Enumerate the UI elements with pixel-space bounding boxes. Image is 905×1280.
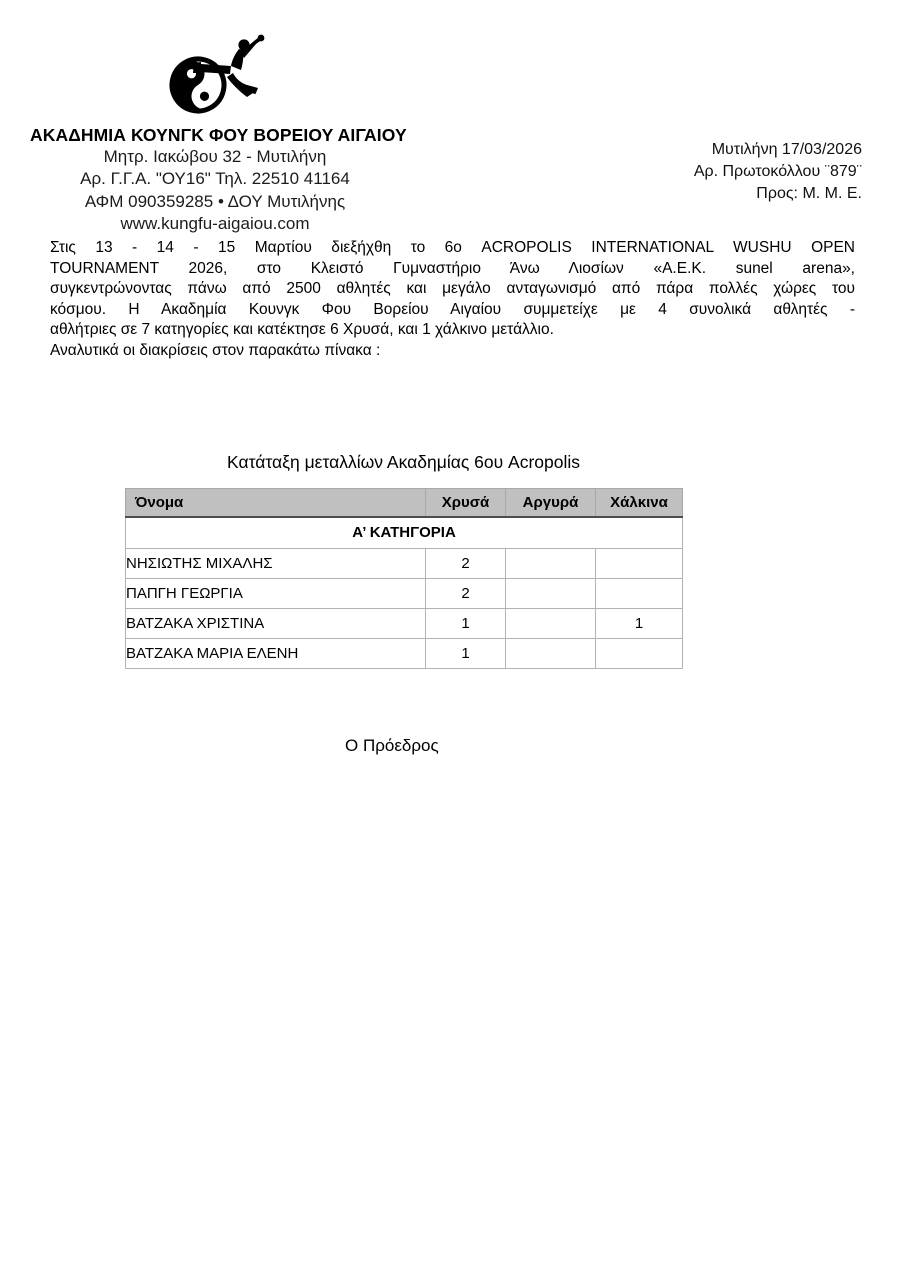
table-row xyxy=(126,579,683,609)
recipient-line: Προς: Μ. Μ. Ε. xyxy=(756,185,862,202)
medal-table-title: Κατάταξη μεταλλίων Ακαδημίας 6ου Acropolis xyxy=(227,452,580,472)
bronze-cell xyxy=(596,549,683,579)
category-section-row xyxy=(126,517,683,549)
medal-table-block xyxy=(125,452,682,669)
silver-cell xyxy=(506,579,596,609)
gold-cell: 1 xyxy=(426,639,506,669)
column-header-bronze: Χάλκινα xyxy=(596,489,683,517)
bronze-cell xyxy=(596,639,683,669)
body-paragraph xyxy=(50,238,855,362)
column-header-silver: Αργυρά xyxy=(506,489,596,517)
protocol-number-line: Αρ. Πρωτοκόλλου ¨879¨ xyxy=(693,163,862,180)
table-row xyxy=(126,609,683,639)
silver-cell xyxy=(506,639,596,669)
body-line: αθλήτριες σε 7 κατηγορίες και κατέκτησε 6 Χρυσά, και 1 χάλκινο μετάλλιο. xyxy=(50,321,554,339)
gold-cell: 2 xyxy=(426,579,506,609)
column-header-gold: Χρυσά xyxy=(426,489,506,517)
body-line: TOURNAMENT 2026, στο Κλειστό Γυμναστήριο Άνω Λιοσίων «Α.Ε.Κ. sunel arena», xyxy=(50,259,855,277)
athlete-name-cell: ΒΑΤΖΑΚΑ ΜΑΡΙΑ ΕΛΕΝΗ xyxy=(126,639,426,669)
body-line: συγκεντρώνοντας πάνω από 2500 αθλητές και μεγάλο ανταγωνισμό από πάρα πολλές χώρες του xyxy=(50,280,855,298)
athlete-name-cell: ΠΑΠΓΗ ΓΕΩΡΓΙΑ xyxy=(126,579,426,609)
signature-title: Ο Πρόεδρος xyxy=(345,736,439,755)
body-line: Στις 13 - 14 - 15 Μαρτίου διεξήχθη το 6ο ACROPOLIS INTERNATIONAL WUSHU OPEN xyxy=(50,239,855,256)
kungfu-yinyang-logo xyxy=(165,33,265,119)
bronze-cell: 1 xyxy=(596,609,683,639)
column-header-name: Όνομα xyxy=(126,489,426,517)
table-row xyxy=(126,639,683,669)
athlete-name-cell: ΒΑΤΖΑΚΑ ΧΡΙΣΤΙΝΑ xyxy=(126,609,426,639)
gold-cell: 1 xyxy=(426,609,506,639)
gold-cell: 2 xyxy=(426,549,506,579)
address-line-registry-phone: Αρ. Γ.Γ.Α. "ΟΥ16" Τηλ. 22510 41164 xyxy=(80,169,350,189)
athlete-name-cell: ΝΗΣΙΩΤΗΣ ΜΙΧΑΛΗΣ xyxy=(126,549,426,579)
body-line: κόσμου. Η Ακαδημία Κουνγκ Φου Βορείου Αιγαίου συμμετείχε με 4 συνολικά αθλητές - xyxy=(50,300,855,318)
academy-name: ΑΚΑΔΗΜΙΑ ΚΟΥΝΓΚ ΦΟΥ ΒΟΡΕΙΟΥ ΑΙΓΑΙΟΥ xyxy=(30,125,407,145)
address-line-tax: ΑΦΜ 090359285 • ΔΟΥ Μυτιλήνης xyxy=(84,191,346,211)
website-url: www.kungfu-aigaiou.com xyxy=(120,214,310,234)
body-line: Αναλυτικά οι διακρίσεις στον παρακάτω πίνακα : xyxy=(50,341,381,359)
date-line: Μυτιλήνη 17/03/2026 xyxy=(711,141,862,158)
medal-table xyxy=(125,488,683,669)
silver-cell xyxy=(506,549,596,579)
silver-cell xyxy=(506,609,596,639)
address-line-street: Μητρ. Ιακώβου 32 - Μυτιλήνη xyxy=(103,147,327,166)
table-row xyxy=(126,549,683,579)
medal-table-header-row xyxy=(126,489,683,517)
letterhead xyxy=(30,33,407,236)
letter-meta xyxy=(694,139,862,205)
bronze-cell xyxy=(596,579,683,609)
category-section-label: Α’ ΚΑΤΗΓΟΡΙΑ xyxy=(126,517,683,549)
